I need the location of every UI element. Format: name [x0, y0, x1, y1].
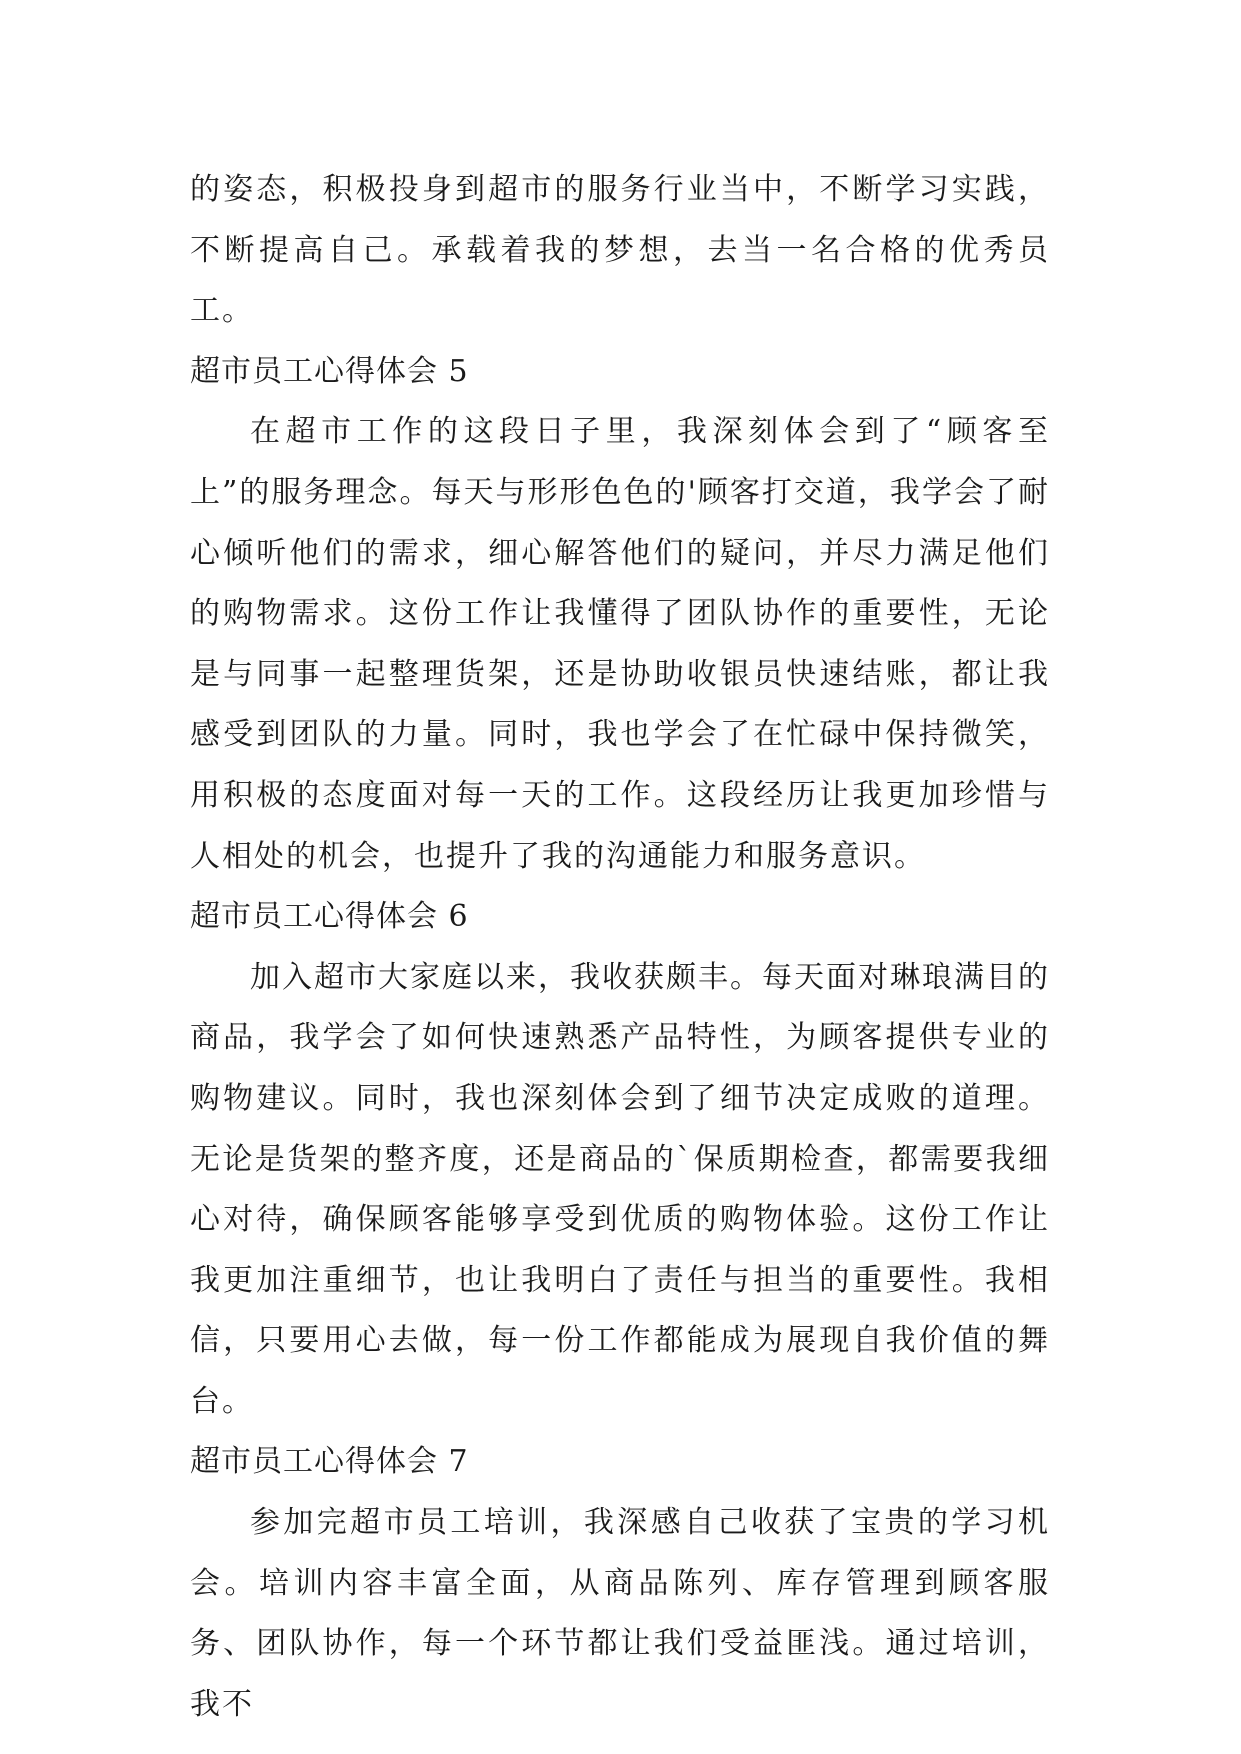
section-heading-7: 超市员工心得体会 7 — [190, 1444, 469, 1480]
section-heading-5: 超市员工心得体会 5 — [190, 353, 469, 389]
paragraph-continued: 的姿态，积极投身到超市的服务行业当中，不断学习实践，不断提高自己。承载着我的梦想，去当一名合格的优秀员工。 — [190, 172, 1050, 329]
paragraph-7: 参加完超市员工培训，我深感自己收获了宝贵的学习机会。培训内容丰富全面，从商品陈列、库存管理到顾客服务、团队协作，每一个环节都让我们受益匪浅。通过培训，我不 — [190, 1505, 1050, 1722]
paragraph-5: 在超市工作的这段日子里，我深刻体会到了“顾客至上”的服务理念。每天与形形色色的'顾客打交道，我学会了耐心倾听他们的需求，细心解答他们的疑问，并尽力满足他们的购物需求。这份工作让我懂得了团队协作的重要性，无论是与同事一起整理货架，还是协助收银员快速结账，都让我感受到团队的力量。同时，我也学会了在忙碌中保持微笑，用积极的态度面对每一天的工作。这段经历让我更加珍惜与人相处的机会，也提升了我的沟通能力和服务意识。 — [190, 414, 1050, 874]
paragraph-6: 加入超市大家庭以来，我收获颇丰。每天面对琳琅满目的商品，我学会了如何快速熟悉产品特性，为顾客提供专业的购物建议。同时，我也深刻体会到了细节决定成败的道理。无论是货架的整齐度，还是商品的`保质期检查，都需要我细心对待，确保顾客能够享受到优质的购物体验。这份工作让我更加注重细节，也让我明白了责任与担当的重要性。我相信，只要用心去做，每一份工作都能成为展现自我价值的舞台。 — [190, 959, 1050, 1419]
document-body — [190, 160, 1050, 1735]
section-heading-6: 超市员工心得体会 6 — [190, 899, 469, 935]
